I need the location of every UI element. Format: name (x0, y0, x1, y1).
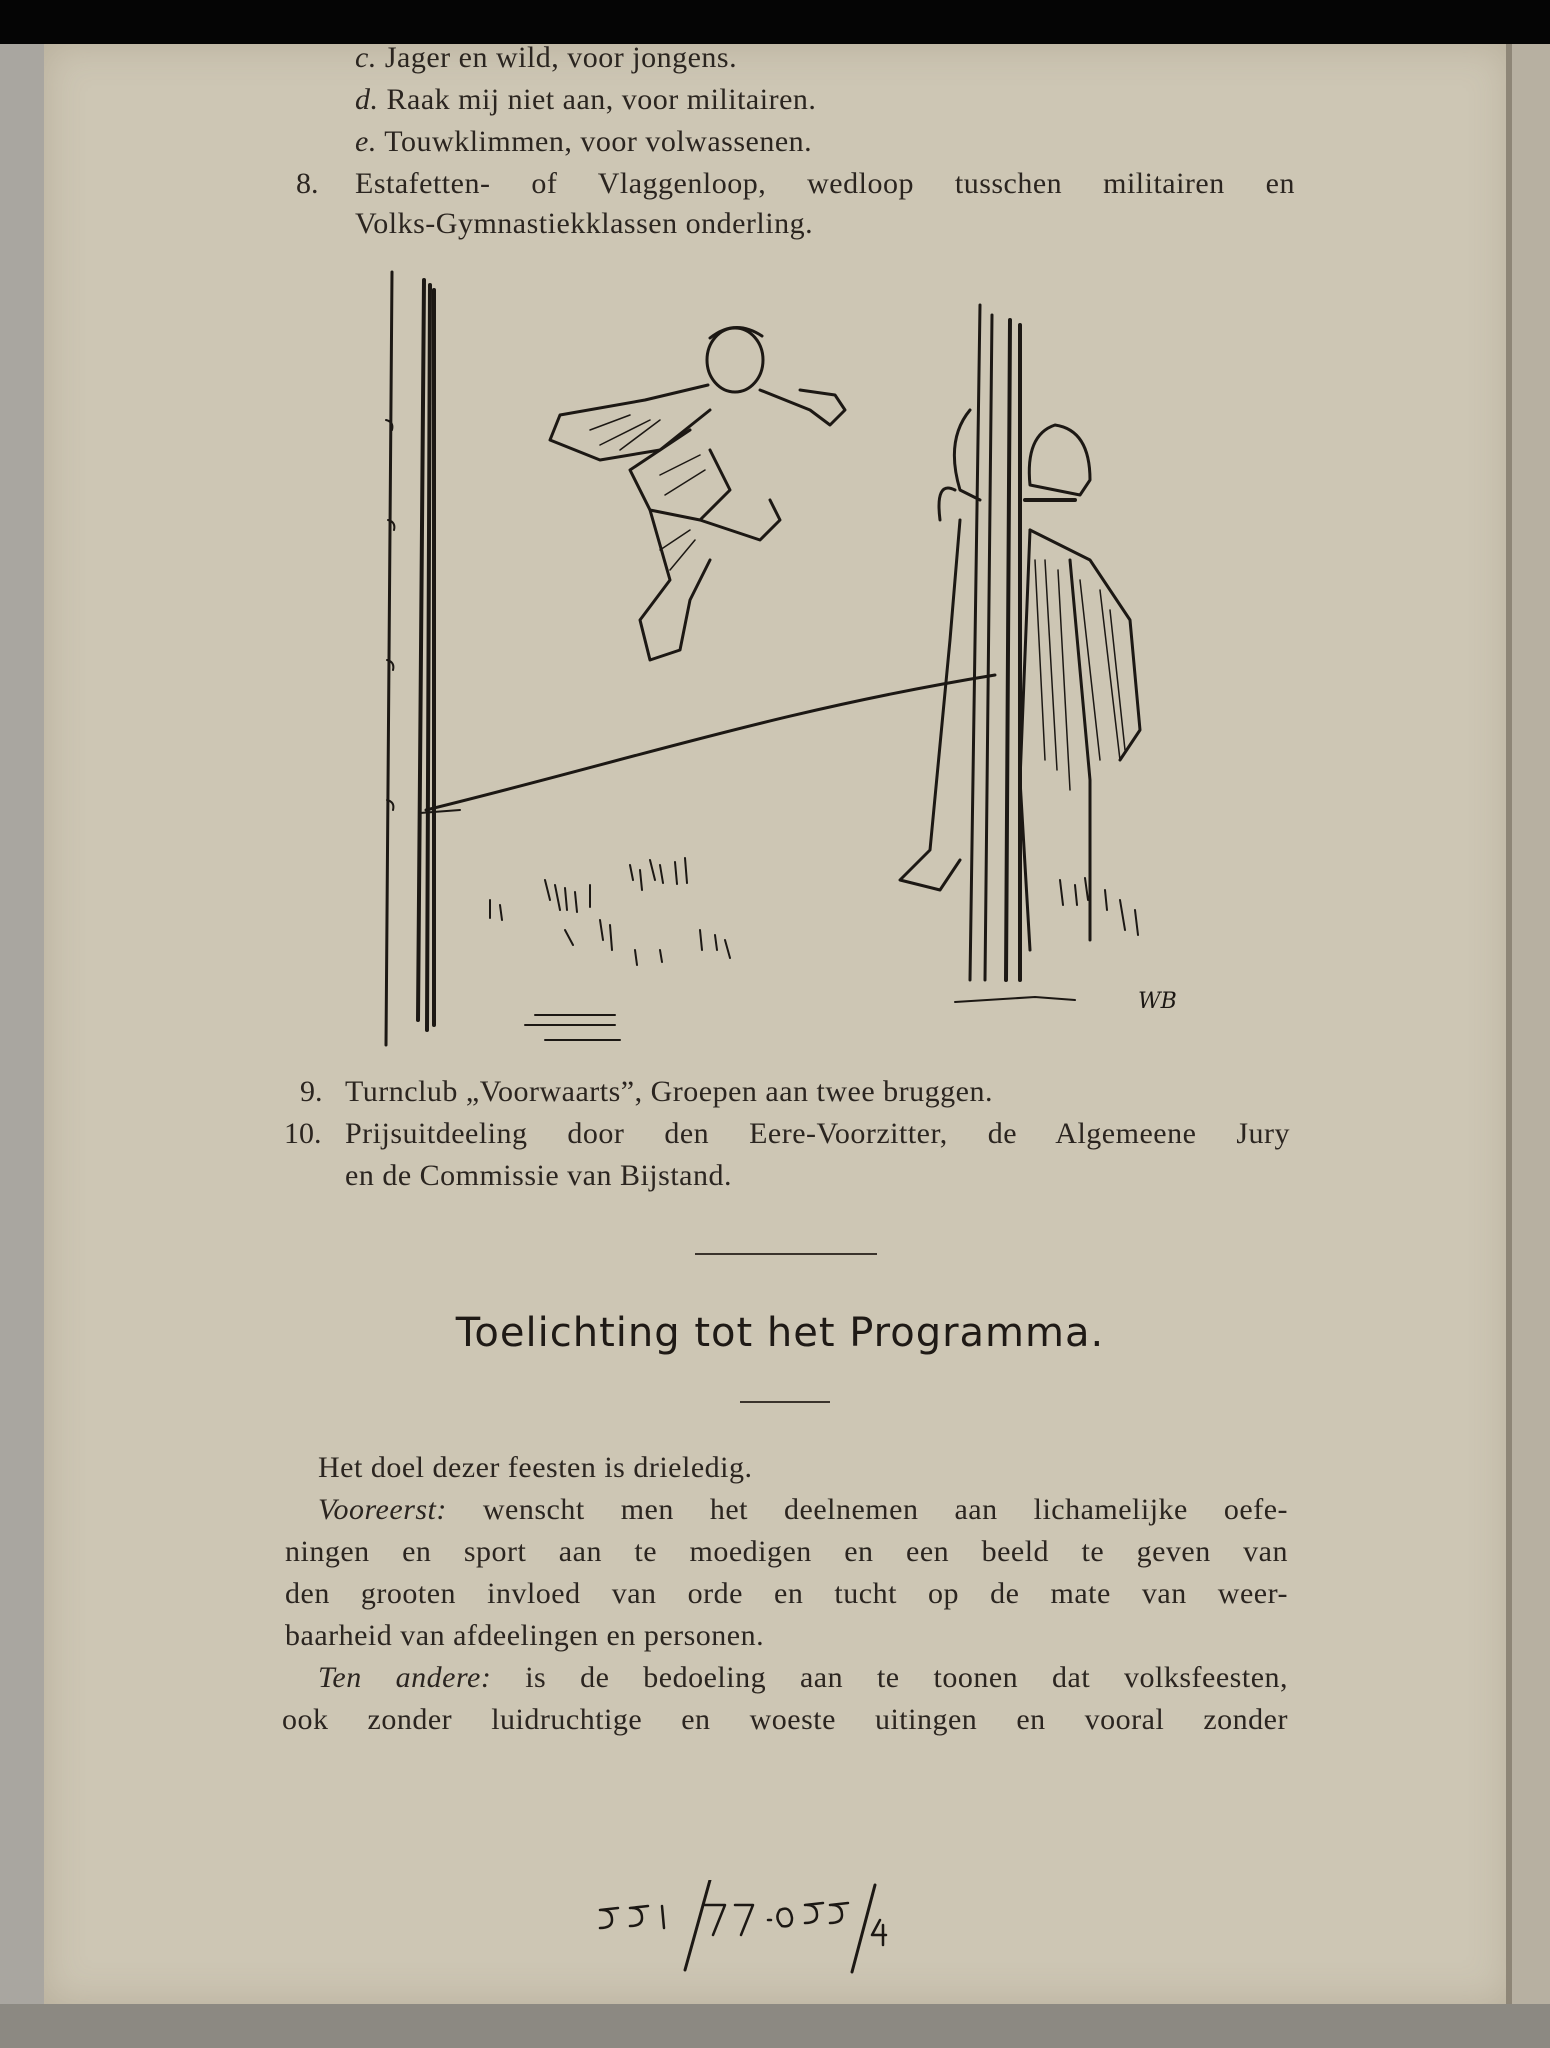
section-title: Toelichting tot het Programma. (455, 1310, 1105, 1356)
page-edge (1506, 44, 1512, 2004)
rope (426, 675, 995, 810)
left-pole (386, 272, 434, 1045)
para2-lead: Ten andere: (318, 1661, 492, 1694)
title-underline-rule (740, 1401, 830, 1403)
divider-rule (695, 1253, 877, 1255)
list-number-10: 10. (284, 1117, 322, 1150)
body-intro: Het doel dezer feesten is drieledig. (318, 1451, 753, 1484)
list-item-e (355, 124, 812, 160)
list-item-10-line1: Prijsuitdeeling door den Eere-Voorzitter, de Algemeene Jury (345, 1117, 1290, 1150)
list-number-8: 8. (296, 167, 319, 200)
list-item-10-line2: en de Commissie van Bijstand. (345, 1159, 732, 1192)
para1-lead: Vooreerst: (318, 1493, 447, 1526)
jumping-man-figure (550, 327, 845, 660)
right-background (1510, 44, 1550, 2004)
body-para1-line4: baarheid van afdeelingen en personen. (285, 1619, 765, 1652)
para1-line1-text: wenscht men het deelnemen aan lichamelijke oefe- (482, 1493, 1288, 1526)
top-black-bar (0, 0, 1550, 44)
illustration (330, 260, 1230, 1060)
body-para2-line1 (318, 1660, 1288, 1696)
list-item-8-line2: Volks-Gymnastiekklassen onderling. (355, 207, 814, 240)
left-background (0, 44, 44, 2004)
right-pole (970, 305, 1020, 980)
list-item-d (355, 82, 816, 118)
list-text-c: Jager en wild, voor jongens. (384, 41, 738, 74)
body-para2-line2: ook zonder luidruchtige en woeste uitingen en vooral zonder (282, 1703, 1288, 1736)
list-text-e: Touwklimmen, voor volwassenen. (384, 125, 813, 158)
list-letter-d: d. (355, 83, 379, 116)
bottom-background (0, 2004, 1550, 2048)
list-item-c (355, 40, 737, 76)
handwritten-archive-number (590, 1880, 970, 1980)
body-para1-line2: ningen en sport aan te moedigen en een beeld te geven van (285, 1535, 1288, 1568)
list-text-d: Raak mij niet aan, voor militairen. (386, 83, 817, 116)
list-item-9: Turnclub „Voorwaarts”, Groepen aan twee bruggen. (345, 1075, 993, 1108)
list-number-9: 9. (300, 1075, 323, 1108)
list-item-8-line1: Estafetten- of Vlaggenloop, wedloop tusschen militairen en (355, 167, 1295, 200)
para2-line1-text: is de bedoeling aan te toonen dat volksfeesten, (525, 1661, 1289, 1694)
body-para1-line3: den grooten invloed van orde en tucht op de mate van weer- (285, 1577, 1288, 1610)
illustrator-signature: WB (1138, 989, 1177, 1014)
list-letter-c: c. (355, 41, 377, 74)
body-para1-line1 (318, 1492, 1288, 1528)
list-letter-e: e. (355, 125, 377, 158)
